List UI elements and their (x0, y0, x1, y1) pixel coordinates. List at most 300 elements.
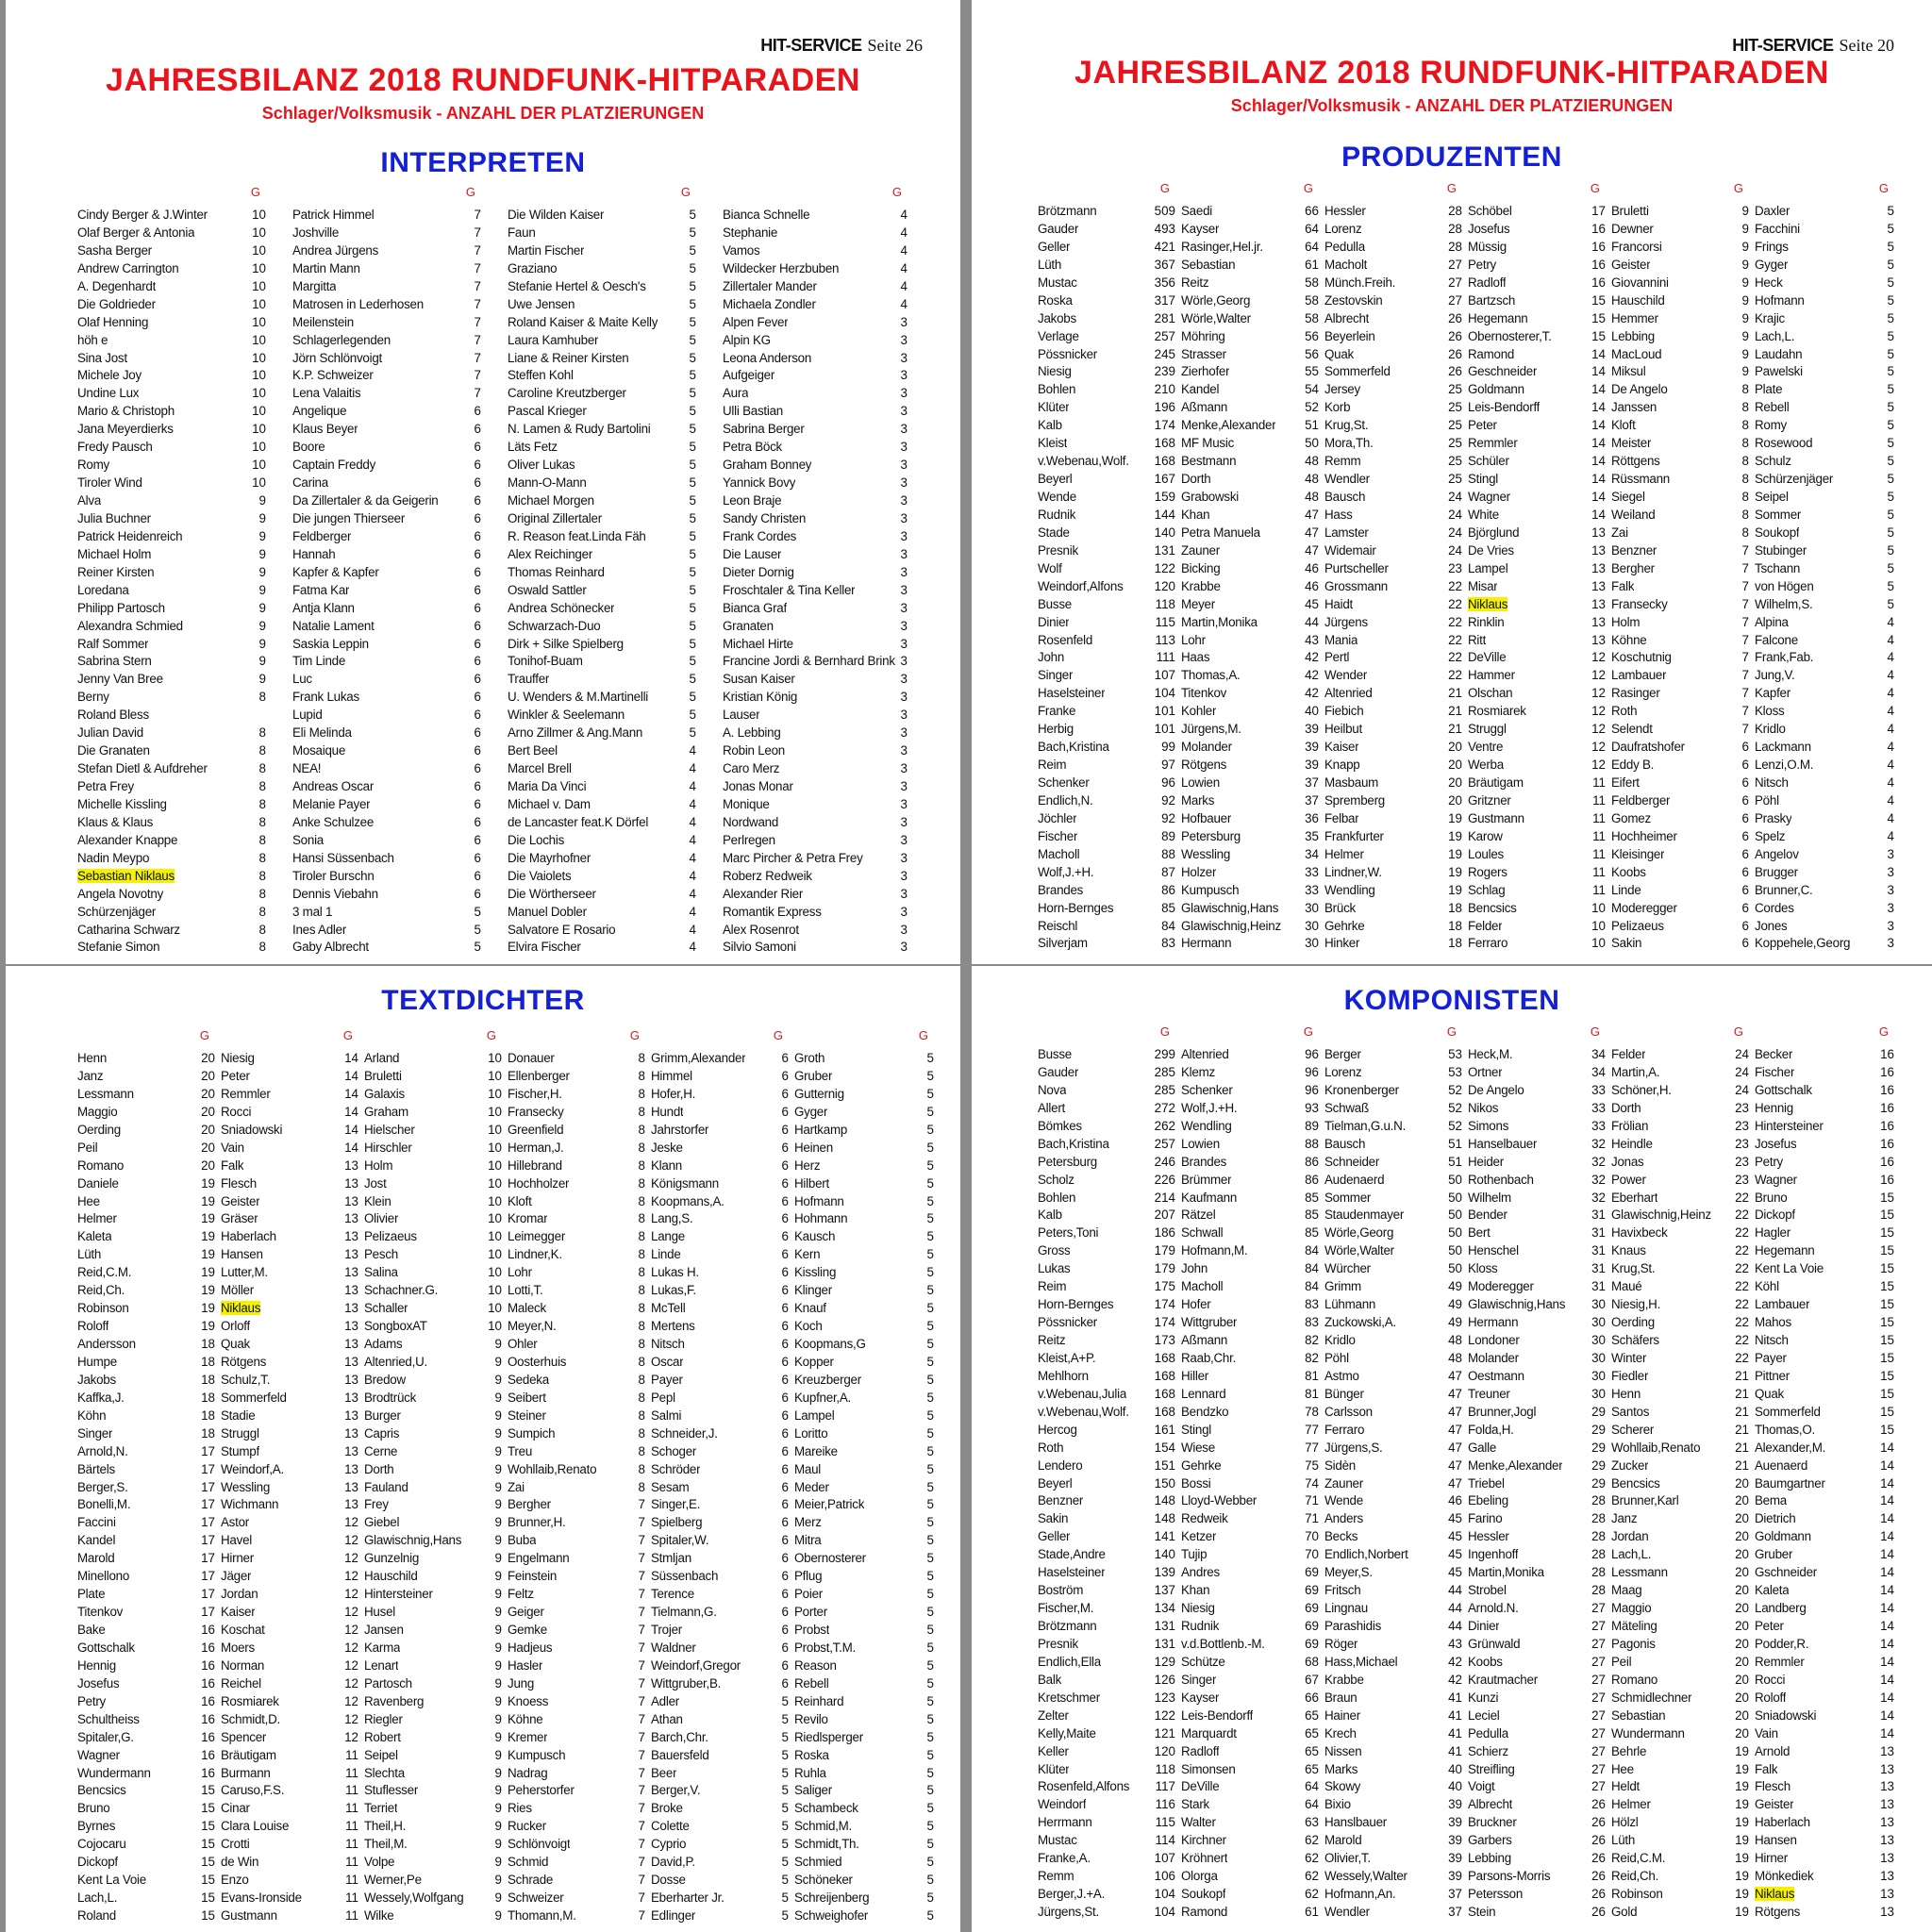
entry-count: 5 (926, 1533, 934, 1548)
entry-name: Geiger (508, 1605, 544, 1620)
entry-name: Rucker (508, 1819, 546, 1834)
table-row (651, 1551, 789, 1569)
entry-count: 29 (1591, 1440, 1606, 1455)
entry-name: Schöneker (794, 1873, 853, 1888)
entry-count: 9 (494, 1443, 502, 1458)
entry-count: 9 (494, 1587, 502, 1602)
table-row (794, 1211, 934, 1229)
entry-name: Hauschild (1611, 292, 1665, 308)
entry-count: 8 (258, 796, 266, 811)
table-row (1755, 1726, 1894, 1744)
entry-name: Rudnik (1181, 1619, 1220, 1633)
entry-name: Thomann,M. (508, 1908, 576, 1923)
entry-name: Hinker (1324, 936, 1360, 951)
entry-count: 10 (488, 1265, 502, 1280)
entry-count: 5 (781, 1783, 789, 1798)
entry-name: Hofer,H. (651, 1086, 696, 1101)
entry-name: Arno Zillmer & Ang.Mann (508, 725, 643, 741)
entry-name: Feldberger (292, 528, 352, 543)
table-row (77, 1337, 215, 1355)
entry-name: Siegel (1611, 490, 1645, 504)
entry-name: Werba (1468, 758, 1504, 773)
entry-count: 6 (781, 1301, 789, 1316)
table-row (221, 1890, 358, 1908)
table-row (1181, 1243, 1319, 1261)
entry-name: Oscar (651, 1354, 684, 1369)
entry-name: Angelov (1755, 846, 1799, 861)
entry-name: Klinger (794, 1283, 832, 1298)
entry-name: Glawischnig,Heinz (1181, 918, 1281, 933)
table-row (364, 1569, 502, 1587)
entry-count: 3 (1887, 846, 1894, 861)
table-row (723, 905, 908, 923)
entry-name: Nova (1038, 1082, 1067, 1097)
entry-name: Reid,Ch. (77, 1283, 125, 1298)
entry-count: 6 (474, 422, 481, 437)
entry-count: 3 (900, 404, 908, 419)
entry-count: 4 (1887, 722, 1894, 737)
g-header: G (773, 1028, 783, 1042)
entry-name: Wessely,Wolfgang (364, 1890, 464, 1906)
entry-name: Triebel (1468, 1475, 1505, 1491)
entry-count: 9 (494, 1407, 502, 1423)
table-row (1181, 1690, 1319, 1708)
table-textdichter (6, 1028, 960, 1932)
table-row (364, 1229, 502, 1247)
entry-count: 9 (494, 1623, 502, 1637)
entry-name: Lach,L. (1755, 328, 1795, 343)
table-row (508, 1623, 645, 1641)
entry-name: Kalb (1038, 418, 1062, 433)
table-row (1755, 1762, 1894, 1780)
table-row (508, 225, 696, 243)
entry-count: 9 (258, 564, 266, 579)
entry-count: 8 (638, 1354, 645, 1369)
entry-count: 5 (1887, 578, 1894, 593)
table-row (1038, 650, 1175, 668)
entry-name: Slechta (364, 1765, 405, 1780)
g-header: G (918, 1028, 928, 1042)
entry-name: Bruckner (1468, 1815, 1517, 1830)
entry-name: Poier (794, 1587, 824, 1602)
entry-count: 45 (1448, 1565, 1462, 1580)
entry-name: Farino (1468, 1511, 1503, 1526)
table-row (1468, 883, 1606, 901)
entry-name: MF Music (1181, 436, 1235, 451)
entry-name: Julian David (77, 725, 143, 741)
entry-count: 5 (781, 1873, 789, 1888)
entry-count: 5 (1887, 560, 1894, 575)
entry-count: 24 (1735, 1082, 1749, 1097)
table-row (1468, 204, 1606, 222)
entry-count: 65 (1305, 1707, 1319, 1723)
entry-name: Landberg (1755, 1601, 1807, 1616)
entry-count: 20 (1735, 1690, 1749, 1705)
table-row (508, 1551, 645, 1569)
column-3 (508, 185, 696, 958)
table-row (1468, 347, 1606, 365)
entry-name: Braun (1324, 1690, 1357, 1705)
entry-name: Wolf,J.+H. (1181, 1100, 1238, 1115)
entry-count: 14 (344, 1122, 358, 1137)
table-row (1038, 1441, 1175, 1458)
table-row (1755, 454, 1894, 472)
entry-count: 47 (1448, 1457, 1462, 1473)
entry-name: Gauder (1038, 1064, 1079, 1079)
table-row (364, 1497, 502, 1515)
entry-name: Eddy B. (1611, 758, 1655, 773)
entry-count: 19 (1735, 1743, 1749, 1758)
table-row (221, 1229, 358, 1247)
table-row (651, 1069, 789, 1087)
table-row (1038, 1655, 1175, 1673)
entry-name: Schneider,J. (651, 1425, 718, 1441)
entry-name: Alexander,M. (1755, 1440, 1826, 1455)
entry-name: Endlich,Norbert (1324, 1547, 1408, 1562)
entry-name: Bömkes (1038, 1118, 1082, 1133)
entry-name: Koschat (221, 1623, 265, 1637)
table-row (723, 333, 908, 351)
table-row (1181, 508, 1319, 525)
entry-count: 26 (1591, 1905, 1606, 1919)
entry-name: Koppehele,Georg (1755, 936, 1851, 951)
entry-count: 9 (494, 1729, 502, 1744)
table-row (1755, 1458, 1894, 1476)
entry-name: Dieter Dornig (723, 564, 794, 579)
table-row (292, 279, 481, 297)
entry-count: 7 (638, 1657, 645, 1673)
entry-count: 20 (1735, 1707, 1749, 1723)
entry-name: Kaiser (1324, 740, 1359, 755)
table-row (1468, 561, 1606, 579)
entry-count: 5 (689, 475, 696, 491)
g-header: G (1878, 181, 1889, 195)
entry-count: 5 (926, 1372, 934, 1387)
entry-count: 34 (1591, 1064, 1606, 1079)
entry-name: Hansen (1755, 1833, 1797, 1848)
table-row (1611, 1476, 1749, 1494)
table-row (794, 1783, 934, 1801)
entry-name: Singer (1181, 1672, 1217, 1687)
entry-count: 6 (474, 493, 481, 508)
entry-name: Roland Kaiser & Maite Kelly (508, 314, 658, 329)
entry-name: Lühmann (1324, 1297, 1376, 1312)
entry-count: 28 (1448, 204, 1462, 218)
g-header: G (1159, 1024, 1170, 1039)
table-row (508, 440, 696, 458)
entry-count: 3 (900, 672, 908, 687)
entry-name: Schmidlechner (1611, 1690, 1692, 1705)
table-row (508, 1873, 645, 1890)
table-row (1611, 1583, 1749, 1601)
table-row (221, 1319, 358, 1337)
table-row (508, 1908, 645, 1926)
entry-count: 6 (781, 1337, 789, 1351)
entry-count: 14 (1591, 454, 1606, 469)
g-header: G (342, 1028, 353, 1042)
table-row (794, 1069, 934, 1087)
entry-count: 21 (1735, 1368, 1749, 1383)
entry-name-highlighted: Niklaus (1468, 596, 1508, 611)
table-row (1324, 364, 1462, 382)
entry-count: 29 (1591, 1475, 1606, 1491)
table-row (1611, 686, 1749, 704)
table-row (723, 315, 908, 333)
entry-name: Gritzner (1468, 792, 1511, 808)
entry-count: 23 (1735, 1154, 1749, 1169)
entry-count: 245 (1154, 346, 1175, 361)
entry-name: Moderegger (1468, 1279, 1534, 1294)
table-row (1181, 1547, 1319, 1565)
entry-name: Behrle (1611, 1743, 1647, 1758)
table-row (292, 601, 481, 619)
entry-count: 21 (1448, 686, 1462, 701)
table-row (1324, 525, 1462, 543)
table-row (1611, 1779, 1749, 1797)
table-row (1038, 1476, 1175, 1494)
table-row (221, 1123, 358, 1141)
table-row (1611, 382, 1749, 400)
entry-count: 8 (638, 1443, 645, 1458)
entry-name: Leon Braje (723, 493, 782, 508)
entry-count: 82 (1305, 1350, 1319, 1365)
table-row (292, 351, 481, 369)
entry-name: Fischer (1755, 1064, 1795, 1079)
entry-count: 6 (781, 1623, 789, 1637)
entry-count: 58 (1305, 275, 1319, 290)
table-row (651, 1211, 789, 1229)
entry-count: 20 (1735, 1636, 1749, 1651)
entry-count: 84 (1161, 918, 1175, 933)
table-row (508, 1766, 645, 1784)
entry-name: Susan Kaiser (723, 672, 795, 687)
table-row (651, 1158, 789, 1176)
table-row (1468, 543, 1606, 561)
entry-name: Klaus Beyer (292, 422, 358, 437)
entry-count: 30 (1305, 900, 1319, 915)
table-row (77, 869, 266, 887)
entry-name: Oerding (77, 1122, 121, 1137)
entry-count: 8 (638, 1425, 645, 1441)
table-row (508, 1658, 645, 1676)
entry-name: Die Lauser (723, 546, 782, 561)
entry-count: 16 (1591, 221, 1606, 236)
table-row (1611, 1315, 1749, 1333)
entry-count: 48 (1448, 1350, 1462, 1365)
table-row (1468, 329, 1606, 347)
entry-count: 39 (1448, 1815, 1462, 1830)
entry-name: Hansi Süssenbach (292, 850, 394, 865)
table-row (1324, 1815, 1462, 1833)
table-row (1468, 1637, 1606, 1655)
entry-count: 20 (1735, 1654, 1749, 1669)
table-row (77, 743, 266, 761)
entry-count: 13 (1591, 542, 1606, 558)
entry-name: Barch,Chr. (651, 1729, 708, 1744)
entry-name: Kapfer (1755, 686, 1790, 701)
entry-count: 69 (1305, 1565, 1319, 1580)
table-row (1755, 1637, 1894, 1655)
table-row (1038, 1601, 1175, 1619)
entry-count: 7 (638, 1711, 645, 1726)
entry-name: Gustmann (1468, 810, 1524, 825)
entry-count: 6 (781, 1086, 789, 1101)
entry-count: 7 (474, 368, 481, 383)
entry-name: Captain Freddy (292, 458, 376, 473)
entry-count: 5 (926, 1908, 934, 1923)
entry-count: 4 (689, 761, 696, 776)
entry-count: 85 (1161, 900, 1175, 915)
entry-name: Carlsson (1324, 1404, 1373, 1419)
entry-name: Hasler (508, 1657, 543, 1673)
entry-name: Stubinger (1755, 542, 1807, 558)
entry-count: 5 (926, 1051, 934, 1065)
entry-name: DeVille (1468, 650, 1507, 665)
table-row (723, 672, 908, 690)
entry-name: Singer (77, 1425, 113, 1441)
entry-name: Londoner (1468, 1333, 1520, 1347)
entry-name: Eifert (1611, 775, 1640, 790)
table-row (651, 1283, 789, 1301)
table-row (1324, 597, 1462, 615)
entry-count: 6 (474, 672, 481, 687)
entry-count: 43 (1305, 632, 1319, 647)
entry-name: Die Granaten (77, 743, 150, 758)
table-row (1611, 364, 1749, 382)
table-row (77, 1105, 215, 1123)
entry-name: Kandel (77, 1533, 116, 1548)
table-row (1468, 1869, 1606, 1887)
entry-name: Bencsics (77, 1783, 126, 1798)
table-row (1038, 668, 1175, 686)
entry-count: 15 (1880, 1350, 1894, 1365)
table-row (1181, 1726, 1319, 1744)
entry-name: Gutternig (794, 1086, 844, 1101)
entry-count: 50 (1448, 1208, 1462, 1223)
entry-count: 16 (201, 1765, 215, 1780)
entry-name: Laudahn (1755, 346, 1803, 361)
entry-count: 8 (638, 1319, 645, 1334)
table-row (1038, 883, 1175, 901)
entry-name: Mertens (651, 1319, 695, 1334)
table-row (508, 1247, 645, 1265)
entry-name: Hagler (1755, 1225, 1790, 1241)
entry-count: 11 (345, 1873, 358, 1888)
entry-name: Titenkov (1181, 686, 1227, 701)
table-row (1755, 1869, 1894, 1887)
entry-name: Matrosen in Lederhosen (292, 296, 424, 311)
table-row (723, 279, 908, 297)
entry-count: 88 (1161, 846, 1175, 861)
entry-name: Wichmann (221, 1497, 279, 1512)
entry-name: Schürzenjäger (1755, 472, 1834, 487)
entry-count: 15 (201, 1890, 215, 1906)
table-row (508, 1855, 645, 1873)
entry-name: Röger (1324, 1636, 1358, 1651)
entry-name: Romano (77, 1158, 125, 1173)
entry-count: 7 (1741, 686, 1749, 701)
entry-count: 15 (1880, 1333, 1894, 1347)
entry-name: Rosmiarek (221, 1693, 279, 1708)
entry-count: 10 (488, 1051, 502, 1065)
entry-name: Sabrina Berger (723, 422, 805, 437)
entry-count: 45 (1448, 1511, 1462, 1526)
entry-name: Schrade (508, 1873, 554, 1888)
entry-count: 299 (1154, 1047, 1175, 1061)
entry-name: Holm (1611, 614, 1641, 629)
entry-count: 39 (1448, 1833, 1462, 1848)
entry-count: 6 (781, 1657, 789, 1673)
table-row (1181, 1279, 1319, 1297)
entry-name: Rothenbach (1468, 1172, 1534, 1187)
entry-count: 47 (1448, 1368, 1462, 1383)
entry-name: Weindorf,Gregor (651, 1657, 741, 1673)
entry-count: 4 (1887, 614, 1894, 629)
table-row (794, 1176, 934, 1194)
entry-name: Geller (1038, 1529, 1071, 1544)
entry-name-highlighted: Sebastian Niklaus (77, 868, 175, 883)
entry-name: Wessling (1181, 846, 1231, 861)
entry-count: 15 (201, 1873, 215, 1888)
entry-name: Brötzmann (1038, 204, 1097, 218)
entry-count: 27 (1591, 1761, 1606, 1776)
entry-name: Singer (1038, 668, 1074, 683)
entry-name: Merz (794, 1515, 822, 1530)
table-row (1755, 222, 1894, 240)
entry-count: 104 (1154, 686, 1175, 701)
entry-name: Struggl (221, 1425, 259, 1441)
entry-count: 15 (1880, 1208, 1894, 1223)
entry-count: 9 (258, 672, 266, 687)
entry-name: Haselsteiner (1038, 1565, 1106, 1580)
entry-name: Gross (1038, 1243, 1071, 1258)
table-row (1468, 650, 1606, 668)
entry-name: Petry (1468, 257, 1497, 272)
entry-count: 15 (1880, 1261, 1894, 1276)
entry-count: 210 (1154, 382, 1175, 397)
entry-name: Lloyd-Webber (1181, 1493, 1257, 1508)
table-row (364, 1426, 502, 1444)
entry-count: 19 (201, 1265, 215, 1280)
entry-count: 3 (1887, 882, 1894, 897)
entry-count: 11 (345, 1908, 358, 1923)
entry-count: 78 (1305, 1404, 1319, 1419)
entry-count: 27 (1591, 1654, 1606, 1669)
entry-count: 5 (689, 690, 696, 705)
entry-count: 50 (1448, 1225, 1462, 1241)
entry-count: 5 (926, 1390, 934, 1405)
table-row (1755, 436, 1894, 454)
entry-name: Zuckowski,A. (1324, 1315, 1396, 1330)
entry-name: Sina Jost (77, 350, 127, 365)
entry-name: Parashidis (1324, 1619, 1382, 1633)
entry-count: 13 (344, 1479, 358, 1494)
entry-name: Mario & Christoph (77, 404, 175, 419)
table-row (77, 404, 266, 422)
entry-count: 9 (1741, 364, 1749, 379)
entry-name: Busse (1038, 596, 1072, 611)
table-row (1324, 311, 1462, 329)
entry-name: Stumpf (221, 1443, 259, 1458)
table-row (1038, 758, 1175, 775)
entry-name: Stein (1468, 1905, 1496, 1919)
entry-count: 10 (488, 1122, 502, 1137)
entry-count: 5 (689, 458, 696, 473)
table-row (77, 422, 266, 440)
table-row (1038, 1708, 1175, 1726)
entry-name: Leimegger (508, 1229, 566, 1244)
table-row (1468, 1565, 1606, 1583)
